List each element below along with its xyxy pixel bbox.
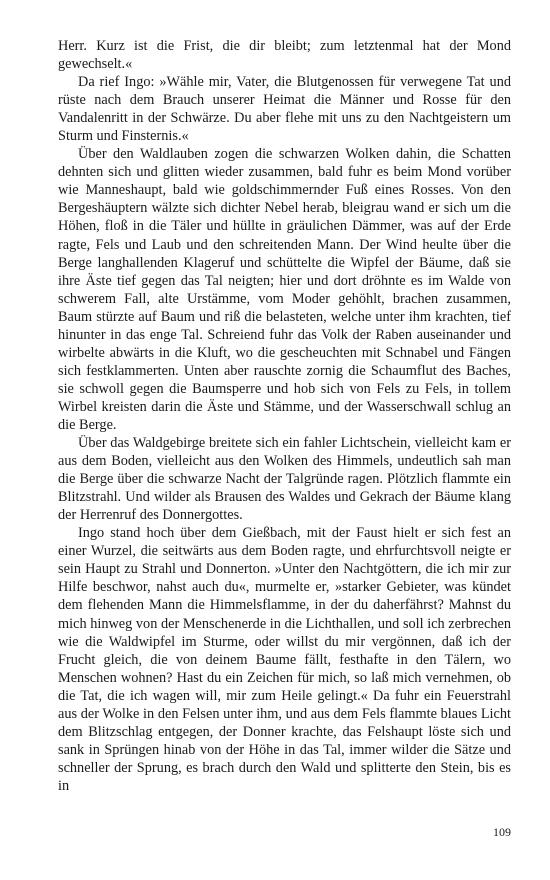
paragraph-4: Über das Waldgebirge breitete sich ein fahler Lichtschein, vielleicht kam er aus dem Boden, vielleicht aus den Wolken des Himmels, undeutlich sah man die Berge über die schwarze Nacht der Talgründe ragen. Plötzlich flammte ein Blitzstrahl. Und wilder als Brausen des Waldes und Gekrach der Bäume klang der Herrenruf des Donnergottes. xyxy=(58,435,511,524)
paragraph-2: Da rief Ingo: »Wähle mir, Vater, die Blutgenossen für verwegene Tat und rüste nach dem Brauch unserer Heimat die Männer und Rosse für den Vandalenritt in der Schwärze. Du aber flehe mit uns zu den Nachtgeistern um Sturm und Finsternis.« xyxy=(58,74,511,145)
page-body xyxy=(58,37,511,795)
page-number: 109 xyxy=(493,825,511,839)
paragraph-3: Über den Waldlauben zogen die schwarzen Wolken dahin, die Schatten dehnten sich und glitten wieder zusammen, bald fuhr es beim Mond vorüber wie Manneshaupt, bald wie goldschimmernder Fuß eines Rosses. Von den Bergeshäuptern wälzte sich dichter Nebel herab, bleigrau wand er sich um die Höhen, floß in die Täler und hüllte in gräulichen Dämmer, was auf der Erde ragte, Fels und Laub und den schreitenden Mann. Der Wind heulte über die Berge langhallenden Klageruf und schüttelte die Wipfel der Bäume, daß sie ihre Äste tief gegen das Tal neigten; hier und dort dröhnte es im Walde von schwerem Fall, alte Urstämme, vom Moder gehöhlt, brachen zusammen, Baum stürzte auf Baum und riß die belasteten, welche unter ihm krachten, tief hinunter in das enge Tal. Schreiend fuhr das Volk der Raben auseinander und wirbelte abwärts in die Kluft, wo die gescheuchten mit Schnabel und Fängen sich festklammerten. Unten aber rauschte zornig die Schaumflut des Baches, sie schwoll gegen die Baumsperre und hob sich von Fels zu Fels, in tollem Wirbel kreisten darin die Äste und Stämme, und der Wasserschwall schlug an die Berge. xyxy=(58,146,511,433)
paragraph-5: Ingo stand hoch über dem Gießbach, mit der Faust hielt er sich fest an einer Wurzel, die seitwärts aus dem Boden ragte, und ehrfurchtsvoll neigte er sein Haupt zu Strahl und Donnerton. »Unter den Nachtgöttern, die ich mir zur Hilfe beschwor, nahst auch du«, murmelte er, »starker Gebieter, was kündet dem flehenden Mann die Himmelsflamme, in der du daherfährst? Mahnst du mich hinweg von der Menschenerde in die Lichthallen, und soll ich zerbrechen wie die Waldwipfel im Sturme, oder willst du mir vergönnen, daß ich der Frucht gleich, die von deinem Baume fällt, festhafte in den Tälern, wo Menschen wohnen? Hast du ein Zeichen für mich, so laß mich vernehmen, ob die Tat, die ich wagen will, mir zum Heile gelingt.« Da fuhr ein Feuerstrahl aus der Wolke in den Felsen unter ihm, und aus dem Fels flammte blaues Licht dem Blitzschlag entgegen, der Donner krachte, das Felshaupt löste sich und sank in Sprüngen hinab von der Höhe in das Tal, immer wilder die Sätze und schneller der Sprung, es brach durch den Wald und splitterte den Stein, bis es in xyxy=(58,525,511,794)
paragraph-1: Herr. Kurz ist die Frist, die dir bleibt; zum letztenmal hat der Mond gewechselt.« xyxy=(58,38,511,73)
